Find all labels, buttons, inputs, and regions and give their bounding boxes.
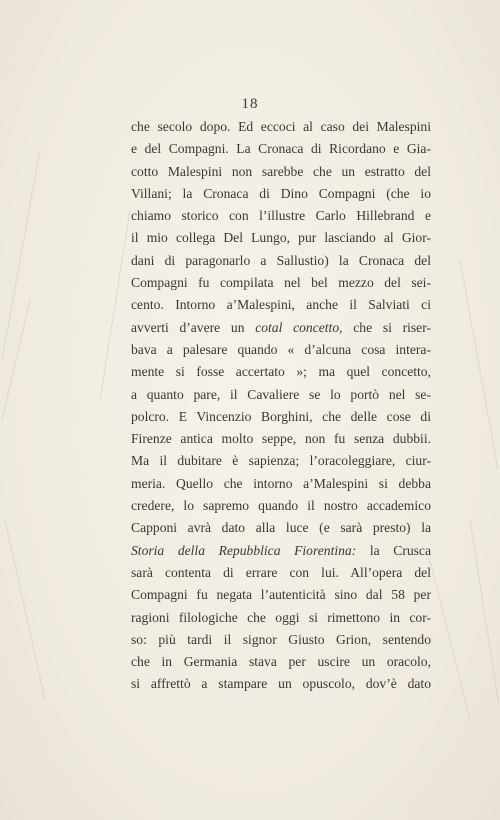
- text-line: ragioni filologiche che oggi si rimettono in cor-: [131, 609, 431, 625]
- text-line: a quanto pare, il Cavaliere se lo portò nel se-: [131, 386, 431, 402]
- text-line: bava a palesare quando « d’alcuna cosa intera-: [131, 341, 431, 357]
- text-line: Firenze antica molto seppe, non fu senza dubbii.: [131, 431, 431, 447]
- text-line: polcro. E Vincenzio Borghini, che delle cose di: [131, 408, 431, 424]
- text-line: Capponi avrà dato alla luce (e sarà presto) la: [131, 520, 431, 536]
- body-text: [131, 116, 431, 696]
- line-suffix: , che si riser-: [339, 319, 431, 335]
- text-line: meria. Quello che intorno a’Malespini si debba: [131, 475, 431, 491]
- text-line: [131, 317, 431, 339]
- text-line: sarà contenta di errare con lui. All’opera del: [131, 564, 431, 580]
- text-line: e del Compagni. La Cronaca di Ricordano e Gia-: [131, 141, 431, 157]
- text-line: credere, lo sapremo quando il nostro accademico: [131, 498, 431, 514]
- text-line: che in Germania stava per uscire un oracolo,: [131, 654, 431, 670]
- text-line: cento. Intorno a’Malespini, anche il Salviati ci: [131, 297, 431, 313]
- text-line: il mio collega Del Lungo, pur lasciando al Gior-: [131, 230, 431, 246]
- text-line: mente si fosse accertato »; ma quel concetto,: [131, 364, 431, 380]
- text-line: si affrettò a stampare un opuscolo, dov’è dato: [131, 676, 431, 692]
- text-line: cotto Malespini non sarebbe che un estratto del: [131, 163, 431, 179]
- text-line: dani di paragonarlo a Sallustio) la Cronaca del: [131, 252, 431, 268]
- text-line: Compagni fu negata l’autenticità sino dal 58 per: [131, 587, 431, 603]
- text-line: Compagni fu compilata nel bel mezzo del sei-: [131, 275, 431, 291]
- text-line: chiamo storico con l’illustre Carlo Hillebrand e: [131, 208, 431, 224]
- line-suffix: la Crusca: [356, 542, 431, 558]
- text-line: Ma il dubitare è sapienza; l’oracoleggiare, ciur-: [131, 453, 431, 469]
- text-line: so: più tardi il signor Giusto Grion, sentendo: [131, 631, 431, 647]
- text-line: [131, 540, 431, 562]
- italic-phrase: cotal concetto: [255, 319, 340, 335]
- italic-title: Storia della Repubblica Fiorentina:: [131, 542, 357, 558]
- text-line: Villani; la Cronaca di Dino Compagni (che io: [131, 185, 431, 201]
- page-number: 18: [241, 96, 259, 112]
- text-line: che secolo dopo. Ed eccoci al caso dei Malespini: [131, 119, 431, 134]
- line-prefix: avverti d’avere un: [131, 319, 256, 335]
